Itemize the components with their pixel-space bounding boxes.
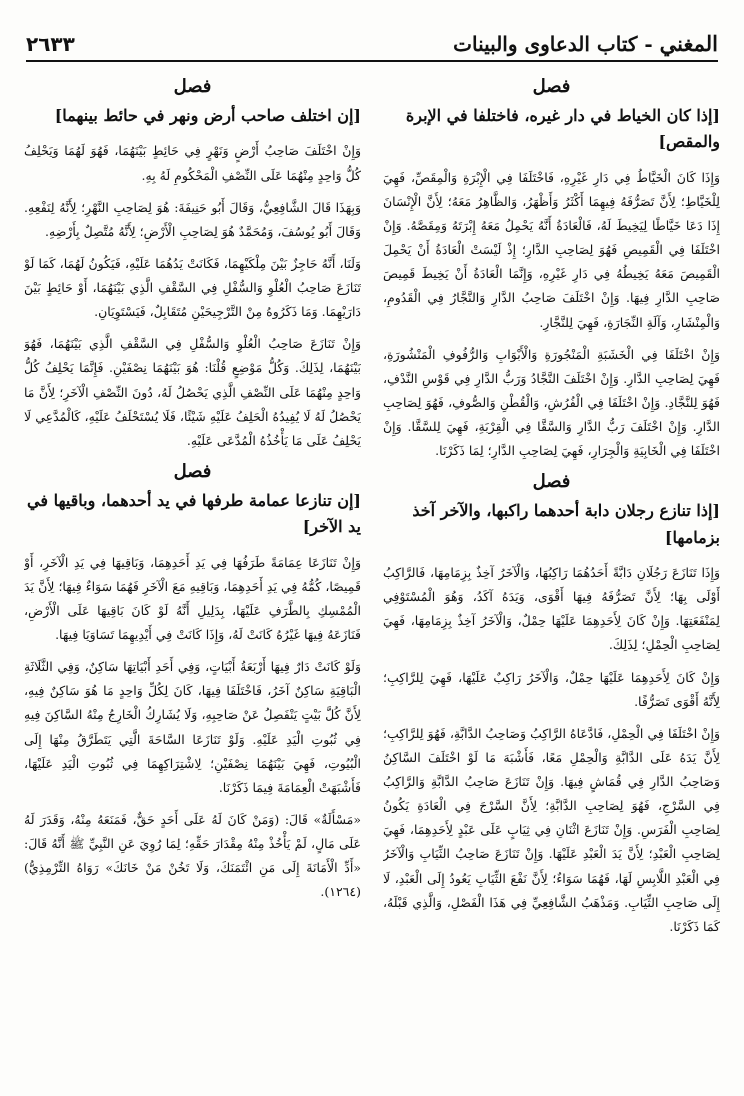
paragraph: وَإِذَا تَنَازَعَ رَجُلَانِ دَابَّةً أَحَدُهُمَا رَاكِبُهَا، وَالْآخَرُ آخِذٌ بِزِمَامِهَا، فَالرَّاكِبُ أَوْلَى بِهَا؛ لِأَنَّ تَصَرُّفَهُ فِيهَا أَقْوَى، وَيَدَهُ آكَدُ، وَهُوَ الْمُسْتَوْفِي لِمَنْفَعَتِهَا. وَإِنْ كَانَ لِأَحَدِهِمَا عَلَيْهَا حِمْلٌ، وَالْآخَرُ آخِذٌ بِزِمَامِهَا، فَهِيَ لِصَاحِبِ الْحِمْلِ؛ لِذَلِكَ. — [383, 565, 720, 653]
paragraph: وَبِهَذَا قَالَ الشَّافِعِيُّ، وَقَالَ أَبُو حَنِيفَةَ: هُوَ لِصَاحِبِ النَّهْرِ؛ لِأَنَّهُ لِنَفْعِهِ. وَقَالَ أَبُو يُوسُفَ، وَمُحَمَّدٌ هُوَ لِصَاحِبِ الْأَرْضِ؛ لِأَنَّهُ مُتَّصِلٌ بِأَرْضِهِ. — [24, 199, 361, 239]
section-title: [إذا تنازع رجلان دابة أحدهما راكبها، والآخر آخذ بزمامها] — [412, 501, 720, 547]
paragraph: وَإِنْ اخْتَلَفَ صَاحِبُ أَرْضٍ وَنَهْرٍ فِي حَائِطٍ بَيْنَهُمَا، فَهُوَ لَهُمَا وَيَحْلِفُ كُلُّ وَاحِدٍ مِنْهُمَا عَلَى النِّصْفِ الْمَحْكُومِ لَهُ بِهِ. — [24, 143, 361, 183]
book-short-title: المغني — [659, 31, 718, 56]
text-columns — [24, 70, 720, 1082]
section-heading: فصل — [532, 76, 571, 97]
left-column — [24, 70, 361, 1082]
title-separator: - — [637, 32, 660, 56]
running-title — [453, 31, 718, 56]
paragraph: وَإِذَا كَانَ الْخَيَّاطُ فِي دَارِ غَيْرِهِ، فَاخْتَلَفَا فِي الْإِبْرَةِ وَالْمِقَصِّ، فَهِيَ لِلْخَيَّاطِ؛ لِأَنَّ تَصَرُّفَهُ فِيهِمَا أَكْثَرُ وَأَظْهَرُ، وَالظَّاهِرُ مَعَهُ؛ لِأَنَّ الْإِنْسَانَ إِذَا دَعَا خَيَّاطًا لِيَخِيطَ لَهُ، فَالْعَادَةُ أَنَّهُ يَحْمِلُ مَعَهُ إِبْرَتَهُ وَمِقَصَّهُ. وَإِنْ اخْتَلَفَا فِي الْقَمِيصِ فَهُوَ لِصَاحِبِ الدَّارِ؛ إِذْ لَيْسَتْ الْعَادَةُ أَنْ يَحْمِلَ الْقَمِيصَ مَعَهُ يَخِيطُهُ فِي دَارِ غَيْرِهِ، وَإِنَّمَا الْعَادَةُ أَنْ يَخِيطَ قَمِيصَ صَاحِبِ الدَّارِ فِيهَا. وَإِنْ اخْتَلَفَ صَاحِبُ الدَّارِ وَالنَّجَّارُ فِي الْقَدُومِ، وَالْمِنْشَارِ، وَآلَةِ النِّجَارَةِ، فَهِيَ لِلنَّجَّارِ. — [383, 169, 720, 330]
section-heading: فصل — [532, 471, 571, 493]
page-number: ٢٦٣٣ — [26, 32, 75, 56]
section-turban-dispute — [24, 461, 361, 905]
section-title: [إذا كان الخياط في دار غيره، فاختلفا في الإبرة والمقص] — [405, 106, 720, 152]
section-title: [إن تنازعا عمامة طرفها في يد أحدهما، وباقيها في يد الآخر] — [27, 490, 361, 537]
paragraph: وَلَوْ كَانَتْ دَارٌ فِيهَا أَرْبَعَةُ أَبْيَاتٍ، وَفِي أَحَدِ أَبْيَاتِهَا سَاكِنٌ، وَفِي الثَّلَاثَةِ الْبَاقِيَةِ سَاكِنٌ آخَرُ، فَاخْتَلَفَا فِيهَا، كَانَ لِكُلِّ وَاحِدٍ مَا هُوَ سَاكِنٌ فِيهِ، لِأَنَّ كُلَّ بَيْتٍ يَنْفَصِلُ عَنْ صَاحِبِهِ، وَلَا يُشَارِكُ الْخَارِجُ مِنْهُ السَّاكِنَ فِيهِ فِي ثُبُوتِ الْيَدِ عَلَيْهِ. وَلَوْ تَنَازَعَا السَّاحَةَ الَّتِي يَتَطَرَّقُ مِنْهَا إِلَى الْبُيُوتِ، فَهِيَ بَيْنَهُمَا نِصْفَيْنِ؛ لِاشْتِرَاكِهِمَا فِي ثُبُوتِ الْيَدِ عَلَيْهَا، فَأَشْبَهَتْ الْعِمَامَةَ فِيمَا ذَكَرْنَا. — [24, 659, 361, 795]
section-title: [إن اختلف صاحب أرض ونهر في حائط بينهما] — [54, 106, 361, 125]
section-wall-dispute — [24, 76, 361, 453]
section-riding-animal-dispute — [383, 471, 720, 939]
paragraph: وَإِنْ تَنَازَعَا عِمَامَةً طَرَفُهَا فِي يَدِ أَحَدِهِمَا، وَبَاقِيهَا فِي يَدِ الْآخَرِ، أَوْ قَمِيصًا، كُمُّهُ فِي يَدِ أَحَدِهِمَا، وَبَاقِيهِ مَعَ الْآخَرِ فَهُمَا سَوَاءٌ فِيهَا؛ لِأَنَّ يَدَ الْمُمْسِكِ بِالطَّرَفِ عَلَيْهَا، بِدَلِيلِ أَنَّهُ لَوْ كَانَ بَاقِيهَا عَلَى الْأَرْضِ، فَنَازَعَهُ فِيهَا غَيْرُهُ كَانَتْ لَهُ، وَإِذَا كَانَتْ فِي أَيْدِيهِمَا تَسَاوَيَا فِيهَا. — [24, 554, 361, 643]
paragraph: وَإِنْ اخْتَلَفَا فِي الْخَشَبَةِ الْمَنْجُورَةِ وَالْأَبْوَابِ وَالرُّفُوفِ الْمَنْشُورَةِ، فَهِيَ لِصَاحِبِ الدَّارِ. وَإِنْ اخْتَلَفَ النَّجَّادُ وَرَبُّ الدَّارِ فِي قَوْسِ النَّدْفِ، فَهُوَ لِلنَّجَّادِ. وَإِنْ اخْتَلَفَا فِي الْفُرُشِ، وَالْقُطْنِ وَالصُّوفِ، فَهُوَ لِصَاحِبِ الدَّارِ. وَإِنْ اخْتَلَفَ رَبُّ الدَّارِ وَالسَّقَّا فِي الْقِرْبَةِ، فَهِيَ لِلسَّقَّا. وَإِنْ اخْتَلَفَا فِي الْخَابِيَةِ وَالْجِرَارِ، فَهِيَ لِصَاحِبِ الدَّارِ؛ لِمَا ذَكَرْنَا. — [383, 346, 720, 459]
paragraph: وَإِنْ كَانَ لِأَحَدِهِمَا عَلَيْهَا حِمْلٌ، وَالْآخَرُ رَاكِبٌ عَلَيْهَا، فَهِيَ لِلرَّاكِبِ؛ لِأَنَّهُ أَقْوَى تَصَرُّفًا. — [383, 669, 720, 709]
page-header — [26, 22, 718, 62]
section-heading: فصل — [173, 76, 212, 97]
right-column — [383, 70, 720, 1082]
section-tailor-dispute — [383, 76, 720, 463]
paragraph: وَلَنَا، أَنَّهُ حَاجِزٌ بَيْنَ مِلْكَيْهِمَا، فَكَانَتْ يَدُهُمَا عَلَيْهِ، فَيَكُونُ لَهُمَا، كَمَا لَوْ تَنَازَعَ صَاحِبُ الْعُلْوِ وَالسُّفْلِ فِي السَّقْفِ الَّذِي بَيْنَهُمَا، أَوْ حَائِطٍ بَيْنَ دَارَيْهِمَا. وَمَا ذَكَرُوهُ مِنْ التَّرْجِيحَيْنِ مُتَقَابِلٌ، فَيَسْتَوِيَانِ. — [24, 255, 361, 320]
book-section-title: كتاب الدعاوى والبينات — [453, 32, 638, 56]
paragraph: وَإِنْ اخْتَلَفَا فِي الْحِمْلِ، فَادَّعَاهُ الرَّاكِبُ وَصَاحِبُ الدَّابَّةِ، فَهُوَ لِلرَّاكِبِ؛ لِأَنَّ يَدَهُ عَلَى الدَّابَّةِ وَالْحِمْلِ مَعًا، فَأَشْبَهَ مَا لَوْ اخْتَلَفَ السَّاكِنُ وَصَاحِبُ الدَّارِ فِي قُمَاشٍ فِيهَا. وَإِنْ تَنَازَعَ صَاحِبُ الدَّابَّةِ وَالرَّاكِبُ فِي السَّرْجِ، فَهُوَ لِصَاحِبِ الدَّابَّةِ؛ لِأَنَّ السَّرْجَ فِي الْعَادَةِ يَكُونُ لِصَاحِبِ الْفَرَسِ. وَإِنْ تَنَازَعَ اثْنَانِ فِي ثِيَابٍ عَلَى عَبْدٍ لِأَحَدِهِمَا، فَهِيَ لِصَاحِبِ الْعَبْدِ؛ لِأَنَّ يَدَ الْعَبْدِ عَلَيْهَا. وَإِنْ تَنَازَعَ صَاحِبُ الثِّيَابِ وَالْآخَرُ فِي الْعَبْدِ اللَّابِسِ لَهَا، فَهُمَا سَوَاءٌ؛ لِأَنَّ نَفْعَ الثِّيَابِ يَعُودُ إِلَى الْعَبْدِ، لَا إِلَى صَاحِبِ الثِّيَابِ. وَمَذْهَبُ الشَّافِعِيِّ فِي هَذَا الْفَصْلِ، وَالَّذِي قَبْلَهُ، كَمَا ذَكَرْنَا. — [383, 725, 720, 934]
paragraph: وَإِنْ تَنَازَعَ صَاحِبُ الْعُلْوِ وَالسُّفْلِ فِي السَّقْفِ الَّذِي بَيْنَهُمَا، فَهُوَ بَيْنَهُمَا، لِذَلِكَ. وَكُلُّ مَوْضِعٍ قُلْنَا: هُوَ بَيْنَهُمَا نِصْفَيْنِ. فَإِنَّمَا يَحْلِفُ كُلُّ وَاحِدٍ مِنْهُمَا عَلَى النِّصْفِ الَّذِي يَحْصُلُ لَهُ، دُونَ النِّصْفِ الْآخَرِ؛ لِأَنَّ مَا يَحْصُلُ لَهُ لَا يُفِيدُهُ الْحَلِفُ عَلَيْهِ شَيْئًا، فَلَا يُسْتَحْلَفُ عَلَيْهِ، كَالْمُدَّعِي لَا يَحْلِفُ عَلَى مَا يَأْخُذُهُ الْمُدَّعَى عَلَيْهِ. — [24, 336, 361, 448]
section-heading: فصل — [173, 460, 212, 482]
paragraph: «مَسْأَلَةٌ» قَالَ: (وَمَنْ كَانَ لَهُ عَلَى أَحَدٍ حَقٌّ، فَمَنَعَهُ مِنْهُ، وَقَدَرَ لَهُ عَلَى مَالٍ، لَمْ يَأْخُذْ مِنْهُ مِقْدَارَ حَقِّهِ؛ لِمَا رُوِيَ عَنِ النَّبِيِّ ﷺ أَنَّهُ قَالَ: «أَدِّ الْأَمَانَةَ إِلَى مَنِ ائْتَمَنَكَ، وَلَا تَخُنْ مَنْ خَانَكَ» رَوَاهُ التِّرْمِذِيُّ) (١٢٦٤). — [24, 811, 361, 900]
